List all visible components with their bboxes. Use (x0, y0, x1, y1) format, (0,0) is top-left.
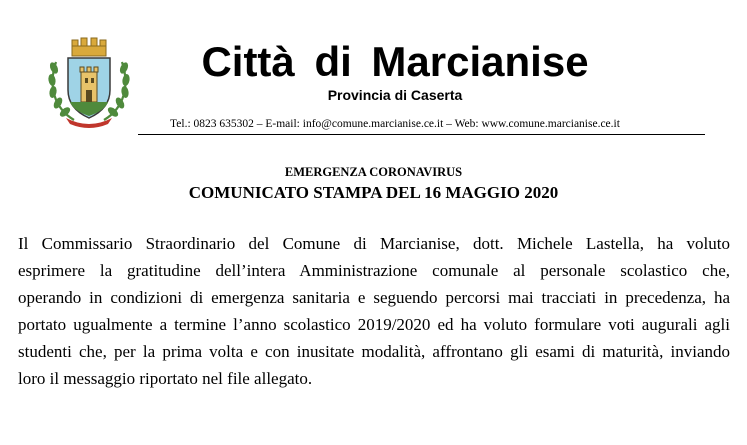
contact-line: Tel.: 0823 635302 – E-mail: info@comune.marcianise.ce.it – Web: www.comune.marcianise.ce.it (170, 118, 620, 130)
city-title: Città di Marcianise (201, 38, 589, 85)
body-line: operando in condizioni di emergenza sanitaria e seguendo percorsi mai tracciati in precedenza, ha (18, 288, 730, 307)
province-subtitle: Provincia di Caserta (327, 87, 463, 103)
release-kicker: EMERGENZA CORONAVIRUS (284, 165, 463, 179)
body-line: studenti che, per la prima volta e con inusitate modalità, affrontano gli esami di maturità, inviando (18, 342, 730, 361)
header-divider (138, 134, 705, 135)
body-line: esprimere la gratitudine dell’intera Amministrazione comunale al personale scolastico che, (18, 261, 730, 280)
release-headline: COMUNICATO STAMPA DEL 16 MAGGIO 2020 (188, 183, 559, 202)
body-line: portato ugualmente a termine l’anno scolastico 2019/2020 ed ha voluto formulare voti augurali agli (18, 315, 730, 334)
release-body (18, 230, 730, 392)
body-line: loro il messaggio riportato nel file allegato. (18, 369, 313, 388)
body-line: Il Commissario Straordinario del Comune di Marcianise, dott. Michele Lastella, ha voluto (18, 234, 730, 253)
city-crest-emblem (44, 36, 134, 128)
